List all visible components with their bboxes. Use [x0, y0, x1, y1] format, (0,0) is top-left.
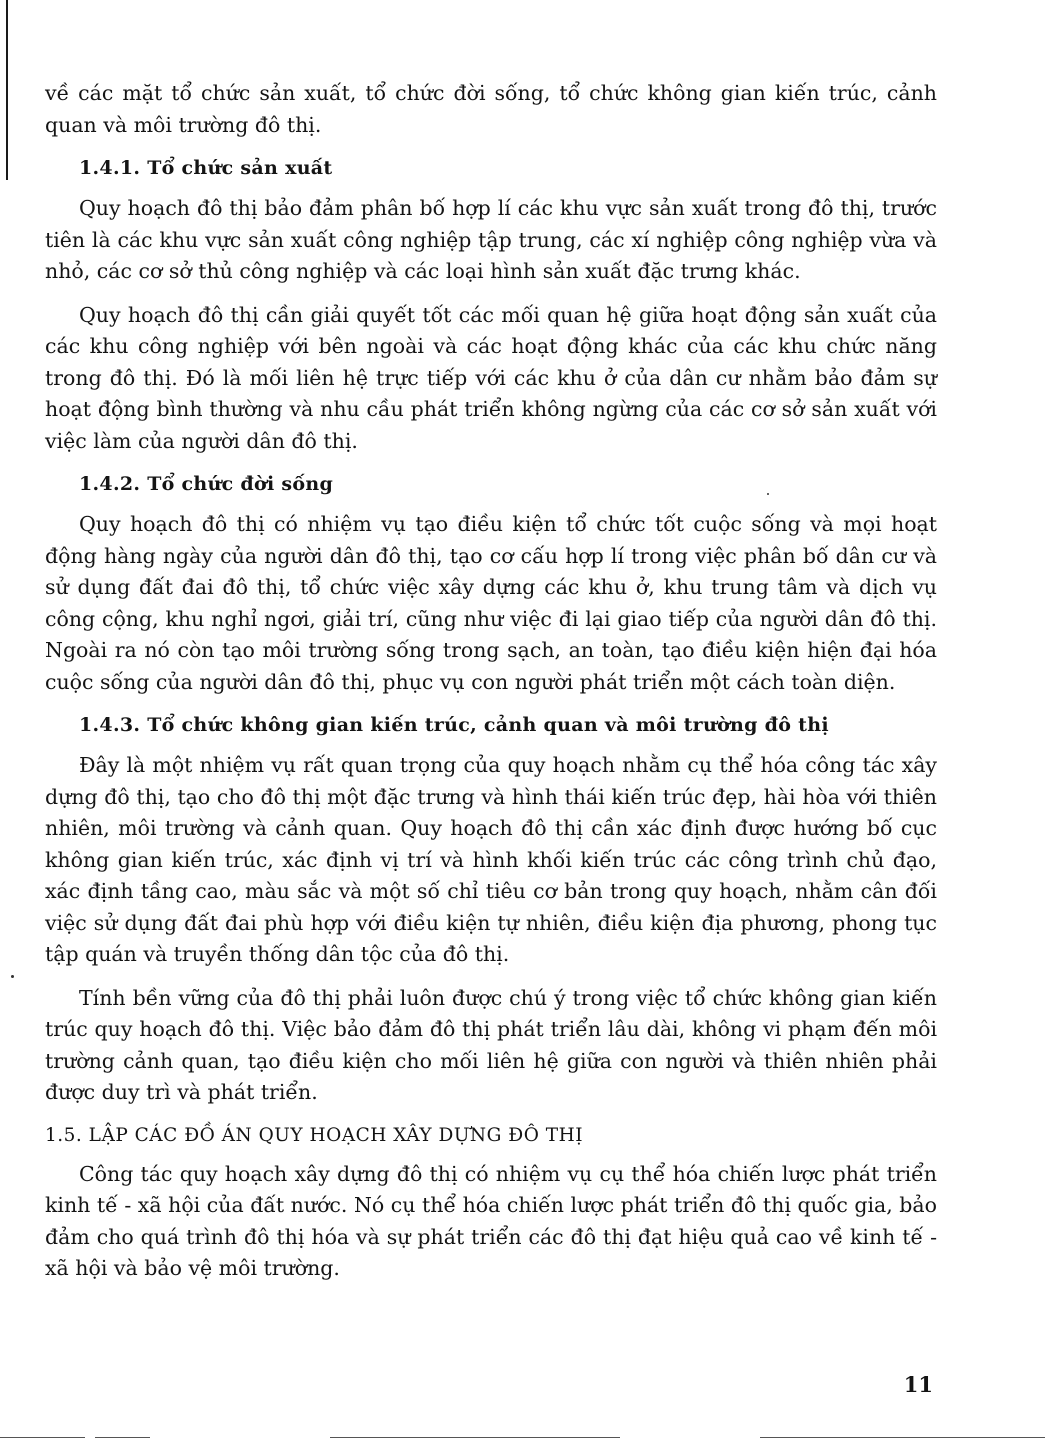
- bottom-scan-line: [760, 1437, 1045, 1438]
- paragraph-intro-continuation: về các mặt tổ chức sản xuất, tổ chức đời sống, tổ chức không gian kiến trúc, cảnh quan và môi trường đô thị.: [45, 81, 937, 137]
- paragraph-living: Quy hoạch đô thị có nhiệm vụ tạo điều kiện tổ chức tốt cuộc sống và mọi hoạt động hàng ngày của người dân đô thị, tạo cơ cấu hợp lí trong việc phân bố dân cư và sử dụng đất đai đô thị, tổ chức việc xây dựng các khu ở, khu trung tâm và dịch vụ công cộng, khu nghỉ ngơi, giải trí, cũng như việc đi lại giao tiếp của người dân đô thị. Ngoài ra nó còn tạo môi trường sống trong sạch, an toàn, tạo điều kiện hiện đại hóa cuộc sống của người dân đô thị, phục vụ con người phát triển một cách toàn diện.: [45, 512, 937, 694]
- paragraph-architecture-1: Đây là một nhiệm vụ rất quan trọng của quy hoạch nhằm cụ thể hóa công tác xây dựng đô thị, tạo cho đô thị một đặc trưng và hình thái kiến trúc đẹp, hài hòa với thiên nhiên, môi trường và cảnh quan. Quy hoạch đô thị cần xác định được hướng bố cục không gian kiến trúc, xác định vị trí và hình khối kiến trúc các công trình chủ đạo, xác định tầng cao, màu sắc và một số chỉ tiêu cơ bản trong quy hoạch, nhằm cân đối việc sử dụng đất đai phù hợp với điều kiện tự nhiên, điều kiện địa phương, phong tục tập quán và truyền thống dân tộc của đô thị.: [45, 753, 937, 966]
- bottom-scan-line: [0, 1437, 85, 1438]
- paragraph-production-2: Quy hoạch đô thị cần giải quyết tốt các mối quan hệ giữa hoạt động sản xuất của các khu công nghiệp với bên ngoài và các hoạt động khác của các khu chức năng trong đô thị. Đó là mối liên hệ trực tiếp với các khu ở của dân cư nhằm bảo đảm sự hoạt động bình thường và nhu cầu phát triển không ngừng của các cơ sở sản xuất với việc làm của người dân đô thị.: [45, 302, 937, 453]
- scan-speck: [11, 975, 14, 978]
- page-number: 11: [903, 1372, 933, 1397]
- paragraph-architecture-2: Tính bền vững của đô thị phải luôn được chú ý trong việc tổ chức không gian kiến trúc quy hoạch đô thị. Việc bảo đảm đô thị phát triển lâu dài, không vi phạm đến môi trường cảnh quan, tạo điều kiện cho mối liên hệ giữa con người và thiên nhiên phải được duy trì và phát triển.: [45, 985, 937, 1104]
- heading-1-4-1: 1.4.1. Tổ chức sản xuất: [79, 157, 333, 179]
- paragraph-production-1: Quy hoạch đô thị bảo đảm phân bố hợp lí các khu vực sản xuất trong đô thị, trước tiên là các khu vực sản xuất công nghiệp tập trung, các xí nghiệp công nghiệp vừa và nhỏ, các cơ sở thủ công nghiệp và các loại hình sản xuất đặc trưng khác.: [45, 196, 937, 283]
- bottom-scan-line: [95, 1437, 150, 1438]
- bottom-scan-line: [330, 1437, 620, 1438]
- page-content: [45, 78, 937, 1297]
- heading-1-4-2: 1.4.2. Tổ chức đời sống: [79, 473, 334, 495]
- heading-section-1-5: 1.5. LẬP CÁC ĐỒ ÁN QUY HOẠCH XÂY DỰNG ĐÔ THỊ: [45, 1124, 584, 1146]
- paragraph-planning-projects: Công tác quy hoạch xây dựng đô thị có nhiệm vụ cụ thể hóa chiến lược phát triển kinh tế - xã hội của đất nước. Nó cụ thể hóa chiến lược phát triển đô thị quốc gia, bảo đảm cho quá trình đô thị hóa và sự phát triển các đô thị đạt hiệu quả cao về kinh tế - xã hội và bảo vệ môi trường.: [45, 1161, 937, 1280]
- heading-1-4-3: 1.4.3. Tổ chức không gian kiến trúc, cảnh quan và môi trường đô thị: [79, 714, 829, 736]
- page-edge-line: [6, 0, 8, 180]
